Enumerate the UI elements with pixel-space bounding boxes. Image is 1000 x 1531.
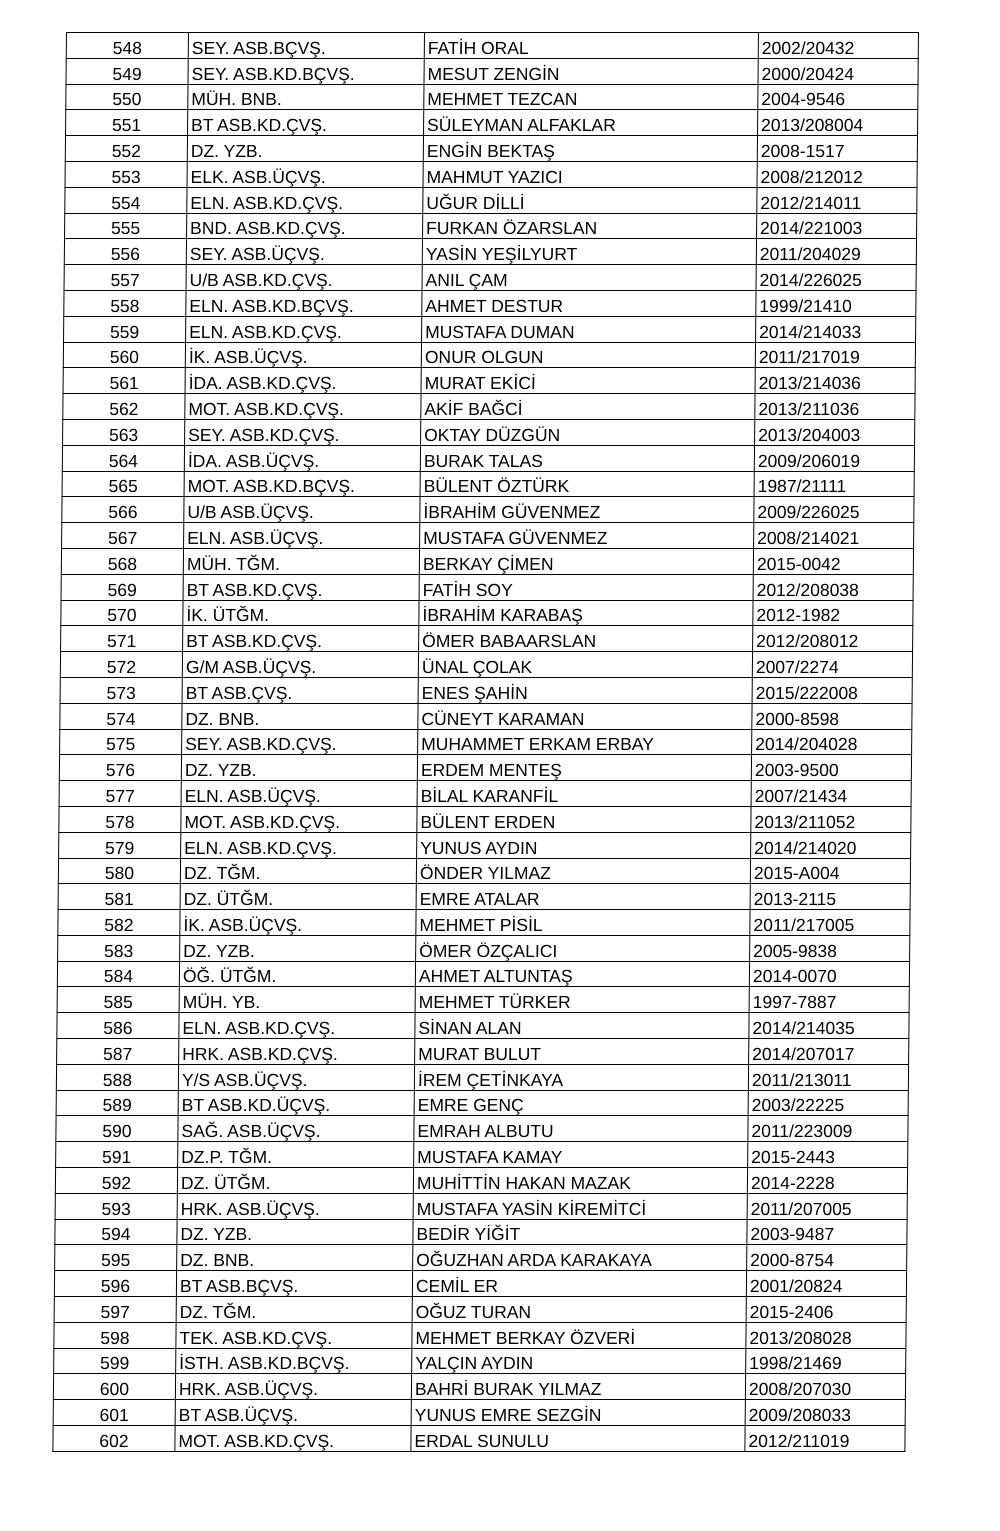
row-number-cell: 585: [57, 987, 179, 1013]
table-row: [61, 626, 913, 652]
table-row: [61, 574, 913, 600]
rank-cell: BT ASB.KD.ÇVŞ.: [188, 110, 424, 136]
rank-cell: MOT. ASB.KD.ÇVŞ.: [175, 1426, 411, 1452]
registry-number-cell: 2015/222008: [752, 677, 912, 703]
table-row: [62, 497, 914, 523]
rank-cell: DZ. BNB.: [177, 1245, 413, 1271]
table-row: [62, 471, 914, 497]
name-cell: AHMET ALTUNTAŞ: [415, 961, 749, 987]
row-number-cell: 598: [54, 1322, 176, 1348]
name-cell: EMRE ATALAR: [416, 884, 750, 910]
row-number-cell: 587: [57, 1039, 179, 1065]
row-number-cell: 600: [53, 1374, 175, 1400]
registry-number-cell: 2014/214035: [749, 1013, 909, 1039]
row-number-cell: 586: [57, 1013, 179, 1039]
name-cell: ERDAL SUNULU: [411, 1426, 745, 1452]
rank-cell: SEY. ASB.KD.ÇVŞ.: [185, 419, 421, 445]
registry-number-cell: 2012/208012: [753, 626, 913, 652]
table-row: [64, 316, 916, 342]
row-number-cell: 571: [61, 626, 183, 652]
registry-number-cell: 2008/212012: [757, 161, 917, 187]
registry-number-cell: 2005-9838: [750, 935, 910, 961]
registry-number-cell: 2008-1517: [757, 136, 917, 162]
rank-cell: U/B ASB.ÜÇVŞ.: [184, 497, 420, 523]
row-number-cell: 588: [56, 1064, 178, 1090]
table-row: [61, 548, 913, 574]
name-cell: MEHMET BERKAY ÖZVERİ: [412, 1322, 746, 1348]
name-cell: ONUR OLGUN: [421, 342, 755, 368]
row-number-cell: 601: [53, 1400, 175, 1426]
rank-cell: ELN. ASB.ÜÇVŞ.: [181, 781, 417, 807]
registry-number-cell: 2007/21434: [751, 781, 911, 807]
name-cell: MUSTAFA GÜVENMEZ: [420, 523, 754, 549]
registry-number-cell: 2009/208033: [745, 1400, 905, 1426]
row-number-cell: 555: [65, 213, 187, 239]
registry-number-cell: 2009/206019: [754, 445, 914, 471]
table-row: [65, 161, 917, 187]
rank-cell: DZ. YZB.: [177, 1219, 413, 1245]
rank-cell: ELN. ASB.ÜÇVŞ.: [184, 523, 420, 549]
row-number-cell: 565: [62, 471, 184, 497]
rank-cell: DZ. ÜTĞM.: [180, 884, 416, 910]
name-cell: MURAT EKİCİ: [421, 368, 755, 394]
row-number-cell: 592: [55, 1168, 177, 1194]
rank-cell: DZ. TĞM.: [180, 858, 416, 884]
rank-cell: TEK. ASB.KD.ÇVŞ.: [176, 1322, 412, 1348]
row-number-cell: 589: [56, 1090, 178, 1116]
name-cell: İBRAHİM KARABAŞ: [419, 600, 753, 626]
table-row: [53, 1400, 905, 1426]
rank-cell: ÖĞ. ÜTĞM.: [179, 961, 415, 987]
rank-cell: HRK. ASB.ÜÇVŞ.: [177, 1193, 413, 1219]
rank-cell: DZ. YZB.: [187, 136, 423, 162]
rank-cell: ELK. ASB.ÜÇVŞ.: [187, 161, 423, 187]
name-cell: MEHMET TÜRKER: [415, 987, 749, 1013]
name-cell: BÜLENT ÖZTÜRK: [420, 471, 754, 497]
rank-cell: SEY. ASB.BÇVŞ.: [188, 33, 424, 59]
registry-number-cell: 2000/20424: [758, 58, 918, 84]
registry-number-cell: 2000-8754: [747, 1245, 907, 1271]
table-row: [59, 781, 911, 807]
name-cell: SÜLEYMAN ALFAKLAR: [424, 110, 758, 136]
name-cell: MEHMET TEZCAN: [424, 84, 758, 110]
name-cell: OĞUZ TURAN: [412, 1297, 746, 1323]
name-cell: ÜNAL ÇOLAK: [418, 652, 752, 678]
name-cell: ÖMER ÖZÇALICI: [416, 935, 750, 961]
table-row: [63, 419, 915, 445]
row-number-cell: 560: [63, 342, 185, 368]
row-number-cell: 572: [60, 652, 182, 678]
row-number-cell: 602: [53, 1426, 175, 1452]
name-cell: MUSTAFA DUMAN: [422, 316, 756, 342]
table-row: [61, 600, 913, 626]
rank-cell: İK. ASB.ÜÇVŞ.: [185, 342, 421, 368]
name-cell: FATİH ORAL: [424, 33, 758, 59]
registry-number-cell: 1998/21469: [746, 1348, 906, 1374]
name-cell: BERKAY ÇİMEN: [419, 548, 753, 574]
registry-number-cell: 2003-9487: [747, 1219, 907, 1245]
row-number-cell: 569: [61, 574, 183, 600]
rank-cell: SEY. ASB.KD.ÇVŞ.: [182, 729, 418, 755]
name-cell: BEDİR YİĞİT: [413, 1219, 747, 1245]
registry-number-cell: 2011/204029: [756, 239, 916, 265]
row-number-cell: 551: [66, 110, 188, 136]
table-row: [57, 1013, 909, 1039]
row-number-cell: 581: [58, 884, 180, 910]
registry-number-cell: 2012-1982: [753, 600, 913, 626]
rank-cell: MÜH. YB.: [179, 987, 415, 1013]
row-number-cell: 556: [64, 239, 186, 265]
row-number-cell: 590: [56, 1116, 178, 1142]
name-cell: EMRE GENÇ: [414, 1090, 748, 1116]
table-row: [66, 84, 918, 110]
table-row: [56, 1064, 908, 1090]
registry-number-cell: 2013/211052: [751, 806, 911, 832]
rank-cell: DZ. ÜTĞM.: [177, 1168, 413, 1194]
registry-number-cell: 2015-2406: [746, 1297, 906, 1323]
rank-cell: MOT. ASB.KD.ÇVŞ.: [185, 394, 421, 420]
name-cell: YUNUS AYDIN: [417, 832, 751, 858]
name-cell: ENES ŞAHİN: [418, 677, 752, 703]
registry-number-cell: 1987/21111: [754, 471, 914, 497]
table-row: [53, 1374, 905, 1400]
registry-number-cell: 2014/214020: [751, 832, 911, 858]
name-cell: OĞUZHAN ARDA KARAKAYA: [413, 1245, 747, 1271]
rank-cell: HRK. ASB.KD.ÇVŞ.: [179, 1039, 415, 1065]
name-cell: MESUT ZENGİN: [424, 58, 758, 84]
table-row: [64, 265, 916, 291]
row-number-cell: 574: [60, 703, 182, 729]
registry-number-cell: 2013/211036: [755, 394, 915, 420]
row-number-cell: 582: [58, 910, 180, 936]
rank-cell: U/B ASB.KD.ÇVŞ.: [186, 265, 422, 291]
table-row: [56, 1142, 908, 1168]
row-number-cell: 591: [56, 1142, 178, 1168]
name-cell: ÖNDER YILMAZ: [416, 858, 750, 884]
personnel-table: [52, 32, 919, 1452]
rank-cell: BT ASB.ÇVŞ.: [182, 677, 418, 703]
registry-number-cell: 2014-2228: [747, 1168, 907, 1194]
rank-cell: Y/S ASB.ÜÇVŞ.: [178, 1064, 414, 1090]
rank-cell: ELN. ASB.KD.ÇVŞ.: [186, 316, 422, 342]
name-cell: MEHMET PİSİL: [416, 910, 750, 936]
rank-cell: DZ. BNB.: [182, 703, 418, 729]
row-number-cell: 554: [65, 187, 187, 213]
registry-number-cell: 2003-9500: [751, 755, 911, 781]
name-cell: AKİF BAĞCİ: [421, 394, 755, 420]
registry-number-cell: 2014/226025: [756, 265, 916, 291]
table-row: [66, 33, 918, 59]
table-row: [53, 1426, 905, 1452]
name-cell: OKTAY DÜZGÜN: [421, 419, 755, 445]
table-row: [60, 729, 912, 755]
rank-cell: SEY. ASB.ÜÇVŞ.: [186, 239, 422, 265]
rank-cell: BT ASB.ÜÇVŞ.: [175, 1400, 411, 1426]
rank-cell: ELN. ASB.KD.ÇVŞ.: [187, 187, 423, 213]
rank-cell: DZ.P. TĞM.: [178, 1142, 414, 1168]
row-number-cell: 573: [60, 677, 182, 703]
table-row: [65, 136, 917, 162]
row-number-cell: 593: [55, 1193, 177, 1219]
name-cell: BÜLENT ERDEN: [417, 806, 751, 832]
registry-number-cell: 2009/226025: [754, 497, 914, 523]
table-row: [59, 832, 911, 858]
name-cell: SİNAN ALAN: [415, 1013, 749, 1039]
registry-number-cell: 2012/208038: [753, 574, 913, 600]
name-cell: UĞUR DİLLİ: [423, 187, 757, 213]
row-number-cell: 579: [59, 832, 181, 858]
registry-number-cell: 2011/217019: [755, 342, 915, 368]
rank-cell: BND. ASB.KD.ÇVŞ.: [187, 213, 423, 239]
rank-cell: ELN. ASB.KD.BÇVŞ.: [186, 290, 422, 316]
name-cell: İBRAHİM GÜVENMEZ: [420, 497, 754, 523]
name-cell: YALÇIN AYDIN: [412, 1348, 746, 1374]
table-row: [55, 1245, 907, 1271]
table-row: [66, 110, 918, 136]
row-number-cell: 566: [62, 497, 184, 523]
table-row: [66, 58, 918, 84]
registry-number-cell: 2011/213011: [748, 1064, 908, 1090]
registry-number-cell: 2003/22225: [748, 1090, 908, 1116]
table-row: [57, 961, 909, 987]
table-row: [64, 290, 916, 316]
row-number-cell: 570: [61, 600, 183, 626]
name-cell: MUHİTTİN HAKAN MAZAK: [413, 1168, 747, 1194]
table-row: [57, 987, 909, 1013]
row-number-cell: 549: [66, 58, 188, 84]
rank-cell: MÜH. TĞM.: [183, 548, 419, 574]
row-number-cell: 548: [66, 33, 188, 59]
row-number-cell: 583: [58, 935, 180, 961]
row-number-cell: 594: [55, 1219, 177, 1245]
rank-cell: ELN. ASB.KD.ÇVŞ.: [181, 832, 417, 858]
row-number-cell: 552: [65, 136, 187, 162]
registry-number-cell: 2014-0070: [749, 961, 909, 987]
name-cell: FATİH SOY: [419, 574, 753, 600]
table-row: [58, 935, 910, 961]
name-cell: BİLAL KARANFİL: [417, 781, 751, 807]
table-row: [58, 884, 910, 910]
table-row: [54, 1297, 906, 1323]
registry-number-cell: 1999/21410: [756, 290, 916, 316]
rank-cell: MÜH. BNB.: [188, 84, 424, 110]
registry-number-cell: 2008/214021: [754, 523, 914, 549]
row-number-cell: 562: [63, 394, 185, 420]
registry-number-cell: 2014/214033: [756, 316, 916, 342]
rank-cell: İK. ASB.ÜÇVŞ.: [180, 910, 416, 936]
name-cell: BURAK TALAS: [420, 445, 754, 471]
row-number-cell: 578: [59, 806, 181, 832]
registry-number-cell: 2015-A004: [750, 858, 910, 884]
registry-number-cell: 2002/20432: [758, 33, 918, 59]
name-cell: FURKAN ÖZARSLAN: [423, 213, 757, 239]
table-row: [57, 1039, 909, 1065]
name-cell: ERDEM MENTEŞ: [417, 755, 751, 781]
name-cell: MUHAMMET ERKAM ERBAY: [418, 729, 752, 755]
row-number-cell: 567: [62, 523, 184, 549]
registry-number-cell: 2013/204003: [755, 419, 915, 445]
table-row: [58, 858, 910, 884]
registry-number-cell: 2008/207030: [745, 1374, 905, 1400]
registry-number-cell: 2014/204028: [752, 729, 912, 755]
row-number-cell: 563: [63, 419, 185, 445]
table-row: [54, 1348, 906, 1374]
registry-number-cell: 2013/208028: [746, 1322, 906, 1348]
rank-cell: DZ. YZB.: [181, 755, 417, 781]
row-number-cell: 577: [59, 781, 181, 807]
registry-number-cell: 1997-7887: [749, 987, 909, 1013]
table-row: [54, 1271, 906, 1297]
table-row: [65, 213, 917, 239]
name-cell: BAHRİ BURAK YILMAZ: [411, 1374, 745, 1400]
registry-number-cell: 2007/2274: [752, 652, 912, 678]
rank-cell: HRK. ASB.ÜÇVŞ.: [175, 1374, 411, 1400]
rank-cell: İDA. ASB.KD.ÇVŞ.: [185, 368, 421, 394]
table-row: [62, 445, 914, 471]
registry-number-cell: 2001/20824: [746, 1271, 906, 1297]
row-number-cell: 557: [64, 265, 186, 291]
rank-cell: İK. ÜTĞM.: [183, 600, 419, 626]
table-row: [60, 703, 912, 729]
name-cell: MUSTAFA KAMAY: [414, 1142, 748, 1168]
row-number-cell: 558: [64, 290, 186, 316]
registry-number-cell: 2012/211019: [745, 1426, 905, 1452]
registry-number-cell: 2000-8598: [752, 703, 912, 729]
registry-number-cell: 2011/207005: [747, 1193, 907, 1219]
rank-cell: BT ASB.KD.ÇVŞ.: [183, 626, 419, 652]
table-row: [58, 910, 910, 936]
name-cell: MURAT BULUT: [415, 1039, 749, 1065]
table-row: [60, 652, 912, 678]
name-cell: MAHMUT YAZICI: [423, 161, 757, 187]
registry-number-cell: 2015-2443: [748, 1142, 908, 1168]
row-number-cell: 553: [65, 161, 187, 187]
row-number-cell: 597: [54, 1297, 176, 1323]
row-number-cell: 559: [64, 316, 186, 342]
row-number-cell: 576: [59, 755, 181, 781]
registry-number-cell: 2011/217005: [750, 910, 910, 936]
rank-cell: MOT. ASB.KD.ÇVŞ.: [181, 806, 417, 832]
table-row: [56, 1116, 908, 1142]
rank-cell: İSTH. ASB.KD.BÇVŞ.: [176, 1348, 412, 1374]
name-cell: YASİN YEŞİLYURT: [422, 239, 756, 265]
registry-number-cell: 2004-9546: [758, 84, 918, 110]
row-number-cell: 550: [66, 84, 188, 110]
table-row: [59, 806, 911, 832]
registry-number-cell: 2013-2115: [750, 884, 910, 910]
name-cell: EMRAH ALBUTU: [414, 1116, 748, 1142]
rank-cell: BT ASB.BÇVŞ.: [176, 1271, 412, 1297]
registry-number-cell: 2013/208004: [758, 110, 918, 136]
rank-cell: DZ. TĞM.: [176, 1297, 412, 1323]
rank-cell: İDA. ASB.ÜÇVŞ.: [184, 445, 420, 471]
rank-cell: DZ. YZB.: [180, 935, 416, 961]
name-cell: ÖMER BABAARSLAN: [419, 626, 753, 652]
name-cell: ENGİN BEKTAŞ: [423, 136, 757, 162]
rank-cell: SAĞ. ASB.ÜÇVŞ.: [178, 1116, 414, 1142]
name-cell: YUNUS EMRE SEZGİN: [411, 1400, 745, 1426]
table-row: [63, 368, 915, 394]
row-number-cell: 595: [55, 1245, 177, 1271]
registry-number-cell: 2011/223009: [748, 1116, 908, 1142]
row-number-cell: 580: [58, 858, 180, 884]
rank-cell: BT ASB.KD.ÜÇVŞ.: [178, 1090, 414, 1116]
rank-cell: BT ASB.KD.ÇVŞ.: [183, 574, 419, 600]
row-number-cell: 564: [62, 445, 184, 471]
rank-cell: MOT. ASB.KD.BÇVŞ.: [184, 471, 420, 497]
registry-number-cell: 2014/207017: [749, 1039, 909, 1065]
row-number-cell: 575: [60, 729, 182, 755]
name-cell: MUSTAFA YASİN KİREMİTCİ: [413, 1193, 747, 1219]
table-row: [63, 342, 915, 368]
table-row: [55, 1168, 907, 1194]
row-number-cell: 568: [61, 548, 183, 574]
name-cell: AHMET DESTUR: [422, 290, 756, 316]
registry-number-cell: 2015-0042: [753, 548, 913, 574]
name-cell: ANIL ÇAM: [422, 265, 756, 291]
rank-cell: ELN. ASB.KD.ÇVŞ.: [179, 1013, 415, 1039]
registry-number-cell: 2012/214011: [757, 187, 917, 213]
row-number-cell: 584: [57, 961, 179, 987]
table-row: [56, 1090, 908, 1116]
name-cell: CÜNEYT KARAMAN: [418, 703, 752, 729]
table-row: [62, 523, 914, 549]
table-row: [64, 239, 916, 265]
name-cell: CEMİL ER: [412, 1271, 746, 1297]
table-row: [63, 394, 915, 420]
row-number-cell: 599: [54, 1348, 176, 1374]
table-row: [54, 1322, 906, 1348]
rank-cell: SEY. ASB.KD.BÇVŞ.: [188, 58, 424, 84]
rank-cell: G/M ASB.ÜÇVŞ.: [182, 652, 418, 678]
name-cell: İREM ÇETİNKAYA: [414, 1064, 748, 1090]
table-body: [53, 33, 919, 1452]
table-row: [65, 187, 917, 213]
registry-number-cell: 2014/221003: [757, 213, 917, 239]
table-row: [60, 677, 912, 703]
row-number-cell: 561: [63, 368, 185, 394]
table-row: [55, 1193, 907, 1219]
registry-number-cell: 2013/214036: [755, 368, 915, 394]
table-row: [59, 755, 911, 781]
row-number-cell: 596: [54, 1271, 176, 1297]
table-row: [55, 1219, 907, 1245]
